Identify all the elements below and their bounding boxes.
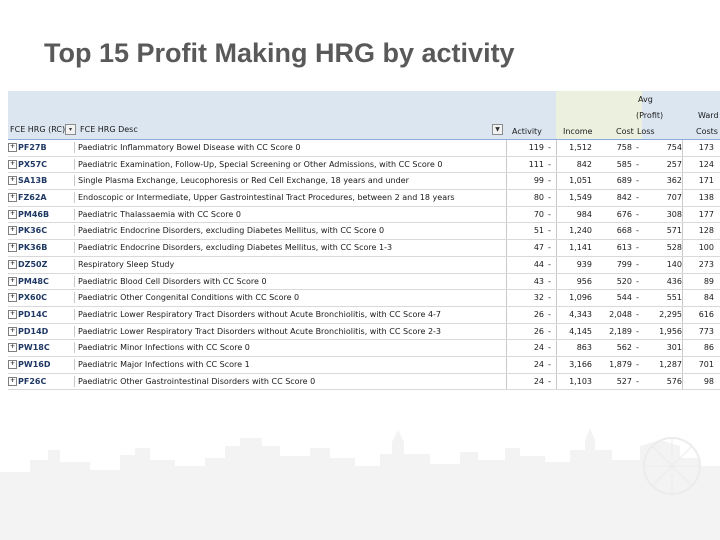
row-description: Paediatric Inflammatory Bowel Disease with CC Score 0 — [78, 143, 301, 152]
filter-dropdown-icon[interactable]: ▾ — [65, 124, 76, 135]
header-desc: FCE HRG Desc — [80, 125, 138, 134]
row-income: 4,145 — [569, 326, 592, 336]
expand-icon[interactable]: + — [9, 143, 16, 150]
expand-icon[interactable]: + — [9, 343, 16, 351]
row-income: 1,103 — [569, 376, 592, 386]
row-activity: 80 — [533, 193, 544, 203]
row-cost: 520 — [616, 276, 632, 286]
row-income: 842 — [576, 159, 592, 169]
row-separator-dash: - — [636, 209, 639, 219]
row-separator-dash: - — [636, 193, 639, 203]
row-ward-costs: 177 — [698, 209, 714, 219]
row-description: Paediatric Blood Cell Disorders with CC Score 0 — [78, 276, 267, 286]
row-hrg-code[interactable] — [8, 192, 75, 203]
row-separator-dash: - — [636, 176, 639, 186]
row-cost: 758 — [616, 143, 632, 152]
expand-icon[interactable]: + — [9, 376, 16, 384]
city-skyline-watermark — [0, 400, 720, 540]
row-separator-dash: - — [636, 309, 639, 319]
row-avg-profit: 436 — [666, 276, 682, 286]
row-activity: 26 — [533, 326, 544, 336]
row-hrg-code[interactable] — [8, 242, 75, 253]
row-hrg-code[interactable] — [8, 225, 75, 236]
row-description: Endoscopic or Intermediate, Upper Gastrointestinal Tract Procedures, between 2 and 18 years — [78, 193, 455, 203]
table-row — [8, 357, 720, 374]
row-hrg-code[interactable] — [8, 326, 75, 337]
header-cost: Cost — [616, 127, 634, 136]
table-row — [8, 223, 720, 240]
row-description: Paediatric Other Congenital Conditions with CC Score 0 — [78, 293, 300, 303]
row-separator-dash: - — [636, 376, 639, 386]
row-code-text: PF26C — [18, 376, 47, 386]
table-header — [8, 91, 720, 140]
row-income: 1,096 — [569, 293, 592, 303]
row-separator-dash: - — [636, 243, 639, 253]
expand-icon[interactable]: + — [9, 259, 16, 267]
row-code-text: PD14C — [18, 309, 48, 319]
row-activity: 24 — [533, 376, 544, 386]
row-description: Paediatric Major Infections with CC Score 1 — [78, 359, 250, 369]
header-ward-line1: Ward — [698, 111, 719, 120]
row-cost: 2,189 — [609, 326, 632, 336]
row-activity: 43 — [533, 276, 544, 286]
expand-icon[interactable]: + — [9, 176, 16, 184]
row-code-text: FZ62A — [18, 193, 47, 203]
row-separator-dash: - — [548, 209, 551, 219]
row-code-text: PW16D — [18, 359, 51, 369]
row-activity: 47 — [533, 243, 544, 253]
expand-icon[interactable]: + — [9, 209, 16, 217]
table-row — [8, 240, 720, 257]
row-separator-dash: - — [636, 159, 639, 169]
row-cost: 1,879 — [609, 359, 632, 369]
row-code-text: PX60C — [18, 293, 48, 303]
row-ward-costs: 124 — [698, 159, 714, 169]
row-hrg-code[interactable] — [8, 376, 75, 387]
row-activity: 44 — [533, 259, 544, 269]
table-row — [8, 207, 720, 224]
row-avg-profit: 2,295 — [659, 309, 682, 319]
row-income: 863 — [576, 343, 592, 353]
row-cost: 585 — [616, 159, 632, 169]
row-ward-costs: 773 — [698, 326, 714, 336]
row-hrg-code[interactable] — [8, 209, 75, 220]
row-code-text: PM48C — [18, 276, 49, 286]
row-income: 1,512 — [569, 143, 592, 152]
row-income: 956 — [576, 276, 592, 286]
row-activity: 111 — [528, 159, 544, 169]
row-separator-dash: - — [548, 226, 551, 236]
row-description: Paediatric Examination, Follow-Up, Special Screening or Other Admissions, with CC Score 0 — [78, 159, 443, 169]
row-activity: 99 — [533, 176, 544, 186]
row-income: 1,051 — [569, 176, 592, 186]
expand-icon[interactable]: + — [9, 193, 16, 201]
row-separator-dash: - — [548, 243, 551, 253]
table-row — [8, 140, 720, 157]
expand-icon[interactable]: + — [9, 309, 16, 317]
row-avg-profit: 1,287 — [659, 359, 682, 369]
row-separator-dash: - — [548, 159, 551, 169]
row-cost: 676 — [616, 209, 632, 219]
row-code-text: PK36B — [18, 243, 48, 253]
row-cost: 689 — [616, 176, 632, 186]
header-ward-line2: Costs — [696, 127, 718, 136]
row-separator-dash: - — [548, 293, 551, 303]
row-income: 1,141 — [569, 243, 592, 253]
row-separator-dash: - — [636, 359, 639, 369]
row-activity: 51 — [533, 226, 544, 236]
row-separator-dash: - — [636, 326, 639, 336]
table-row — [8, 290, 720, 307]
row-description: Single Plasma Exchange, Leucophoresis or Red Cell Exchange, 18 years and under — [78, 176, 409, 186]
header-income: Income — [563, 127, 593, 136]
expand-icon[interactable]: + — [9, 293, 16, 301]
row-code-text: SA13B — [18, 176, 48, 186]
row-description: Paediatric Lower Respiratory Tract Disorders without Acute Bronchiolitis, with CC Score 2-3 — [78, 326, 442, 336]
row-ward-costs: 86 — [703, 343, 714, 353]
row-ward-costs: 701 — [698, 359, 714, 369]
row-avg-profit: 257 — [666, 159, 682, 169]
table-row — [8, 307, 720, 324]
expand-icon[interactable]: + — [9, 226, 16, 234]
row-ward-costs: 173 — [698, 143, 714, 152]
row-code-text: DZ50Z — [18, 259, 48, 269]
header-activity: Activity — [512, 127, 542, 136]
row-activity: 24 — [533, 343, 544, 353]
table-row — [8, 173, 720, 190]
row-ward-costs: 98 — [703, 376, 714, 386]
row-ward-costs: 273 — [698, 259, 714, 269]
expand-icon[interactable]: + — [9, 276, 16, 284]
row-activity: 26 — [533, 309, 544, 319]
row-cost: 527 — [616, 376, 632, 386]
row-separator-dash: - — [548, 376, 551, 386]
row-hrg-code[interactable] — [8, 259, 75, 270]
row-cost: 799 — [616, 259, 632, 269]
row-avg-profit: 362 — [666, 176, 682, 186]
table-row — [8, 257, 720, 274]
row-income: 984 — [576, 209, 592, 219]
row-income: 939 — [576, 259, 592, 269]
row-separator-dash: - — [548, 359, 551, 369]
row-code-text: PK36C — [18, 226, 48, 236]
row-separator-dash: - — [548, 193, 551, 203]
row-avg-profit: 1,956 — [659, 326, 682, 336]
row-income: 1,549 — [569, 193, 592, 203]
row-avg-profit: 551 — [666, 293, 682, 303]
row-avg-profit: 528 — [666, 243, 682, 253]
row-separator-dash: - — [636, 276, 639, 286]
row-ward-costs: 89 — [703, 276, 714, 286]
header-avg-line2: (Profit) — [636, 111, 664, 120]
row-cost: 613 — [616, 243, 632, 253]
row-hrg-code[interactable] — [8, 276, 75, 287]
row-separator-dash: - — [548, 276, 551, 286]
row-hrg-code[interactable] — [8, 292, 75, 303]
table-row — [8, 157, 720, 174]
filter-active-icon[interactable]: ▼ — [492, 124, 503, 135]
row-separator-dash: - — [636, 259, 639, 269]
row-code-text: PW18C — [18, 343, 50, 353]
row-code-text: PD14D — [18, 326, 49, 336]
table-row — [8, 190, 720, 207]
row-separator-dash: - — [548, 143, 551, 152]
row-avg-profit: 754 — [666, 143, 682, 152]
row-ward-costs: 616 — [698, 309, 714, 319]
row-separator-dash: - — [548, 259, 551, 269]
expand-icon[interactable]: + — [9, 359, 16, 367]
row-cost: 2,048 — [609, 309, 632, 319]
table-row — [8, 340, 720, 357]
row-separator-dash: - — [636, 293, 639, 303]
row-ward-costs: 128 — [698, 226, 714, 236]
row-code-text: PX57C — [18, 159, 48, 169]
row-activity: 32 — [533, 293, 544, 303]
row-separator-dash: - — [636, 143, 639, 152]
row-hrg-code[interactable] — [8, 342, 75, 353]
row-income: 1,240 — [569, 226, 592, 236]
row-description: Respiratory Sleep Study — [78, 259, 175, 269]
row-description: Paediatric Thalassaemia with CC Score 0 — [78, 209, 241, 219]
row-ward-costs: 138 — [698, 193, 714, 203]
row-ward-costs: 100 — [698, 243, 714, 253]
table-row — [8, 324, 720, 341]
expand-icon[interactable]: + — [9, 326, 16, 334]
row-hrg-code[interactable] — [8, 159, 75, 170]
row-avg-profit: 308 — [666, 209, 682, 219]
row-description: Paediatric Endocrine Disorders, excluding Diabetes Mellitus, with CC Score 1-3 — [78, 243, 393, 253]
row-description: Paediatric Other Gastrointestinal Disorders with CC Score 0 — [78, 376, 316, 386]
row-separator-dash: - — [548, 343, 551, 353]
row-description: Paediatric Lower Respiratory Tract Disorders without Acute Bronchiolitis, with CC Score 4-7 — [78, 309, 442, 319]
hrg-table — [8, 91, 720, 391]
row-income: 3,166 — [569, 359, 592, 369]
row-separator-dash: - — [636, 343, 639, 353]
row-avg-profit: 576 — [666, 376, 682, 386]
row-avg-profit: 707 — [666, 193, 682, 203]
row-cost: 668 — [616, 226, 632, 236]
row-activity: 24 — [533, 359, 544, 369]
row-cost: 544 — [616, 293, 632, 303]
table-row — [8, 274, 720, 291]
row-hrg-code[interactable] — [8, 359, 75, 370]
row-activity: 119 — [528, 143, 544, 152]
header-code: FCE HRG (RC) — [10, 125, 66, 134]
row-cost: 842 — [616, 193, 632, 203]
row-code-text: PF27B — [18, 143, 47, 152]
row-avg-profit: 301 — [666, 343, 682, 353]
row-separator-dash: - — [636, 226, 639, 236]
table-body — [8, 140, 720, 390]
row-avg-profit: 140 — [666, 259, 682, 269]
row-separator-dash: - — [548, 176, 551, 186]
row-separator-dash: - — [548, 326, 551, 336]
row-cost: 562 — [616, 343, 632, 353]
row-ward-costs: 84 — [703, 293, 714, 303]
slide-title: Top 15 Profit Making HRG by activity — [44, 38, 515, 68]
header-avg-line3: Loss — [637, 127, 655, 136]
row-avg-profit: 571 — [666, 226, 682, 236]
row-hrg-code[interactable] — [8, 309, 75, 320]
row-separator-dash: - — [548, 309, 551, 319]
row-income: 4,343 — [569, 309, 592, 319]
expand-icon[interactable]: + — [9, 243, 16, 251]
row-code-text: PM46B — [18, 209, 50, 219]
row-hrg-code[interactable] — [8, 142, 75, 153]
row-activity: 70 — [533, 209, 544, 219]
row-hrg-code[interactable] — [8, 175, 75, 186]
row-description: Paediatric Endocrine Disorders, excluding Diabetes Mellitus, with CC Score 0 — [78, 226, 385, 236]
table-row — [8, 374, 720, 391]
header-avg-line1: Avg — [638, 95, 653, 104]
row-description: Paediatric Minor Infections with CC Score 0 — [78, 343, 250, 353]
row-ward-costs: 171 — [698, 176, 714, 186]
expand-icon[interactable]: + — [9, 159, 16, 167]
